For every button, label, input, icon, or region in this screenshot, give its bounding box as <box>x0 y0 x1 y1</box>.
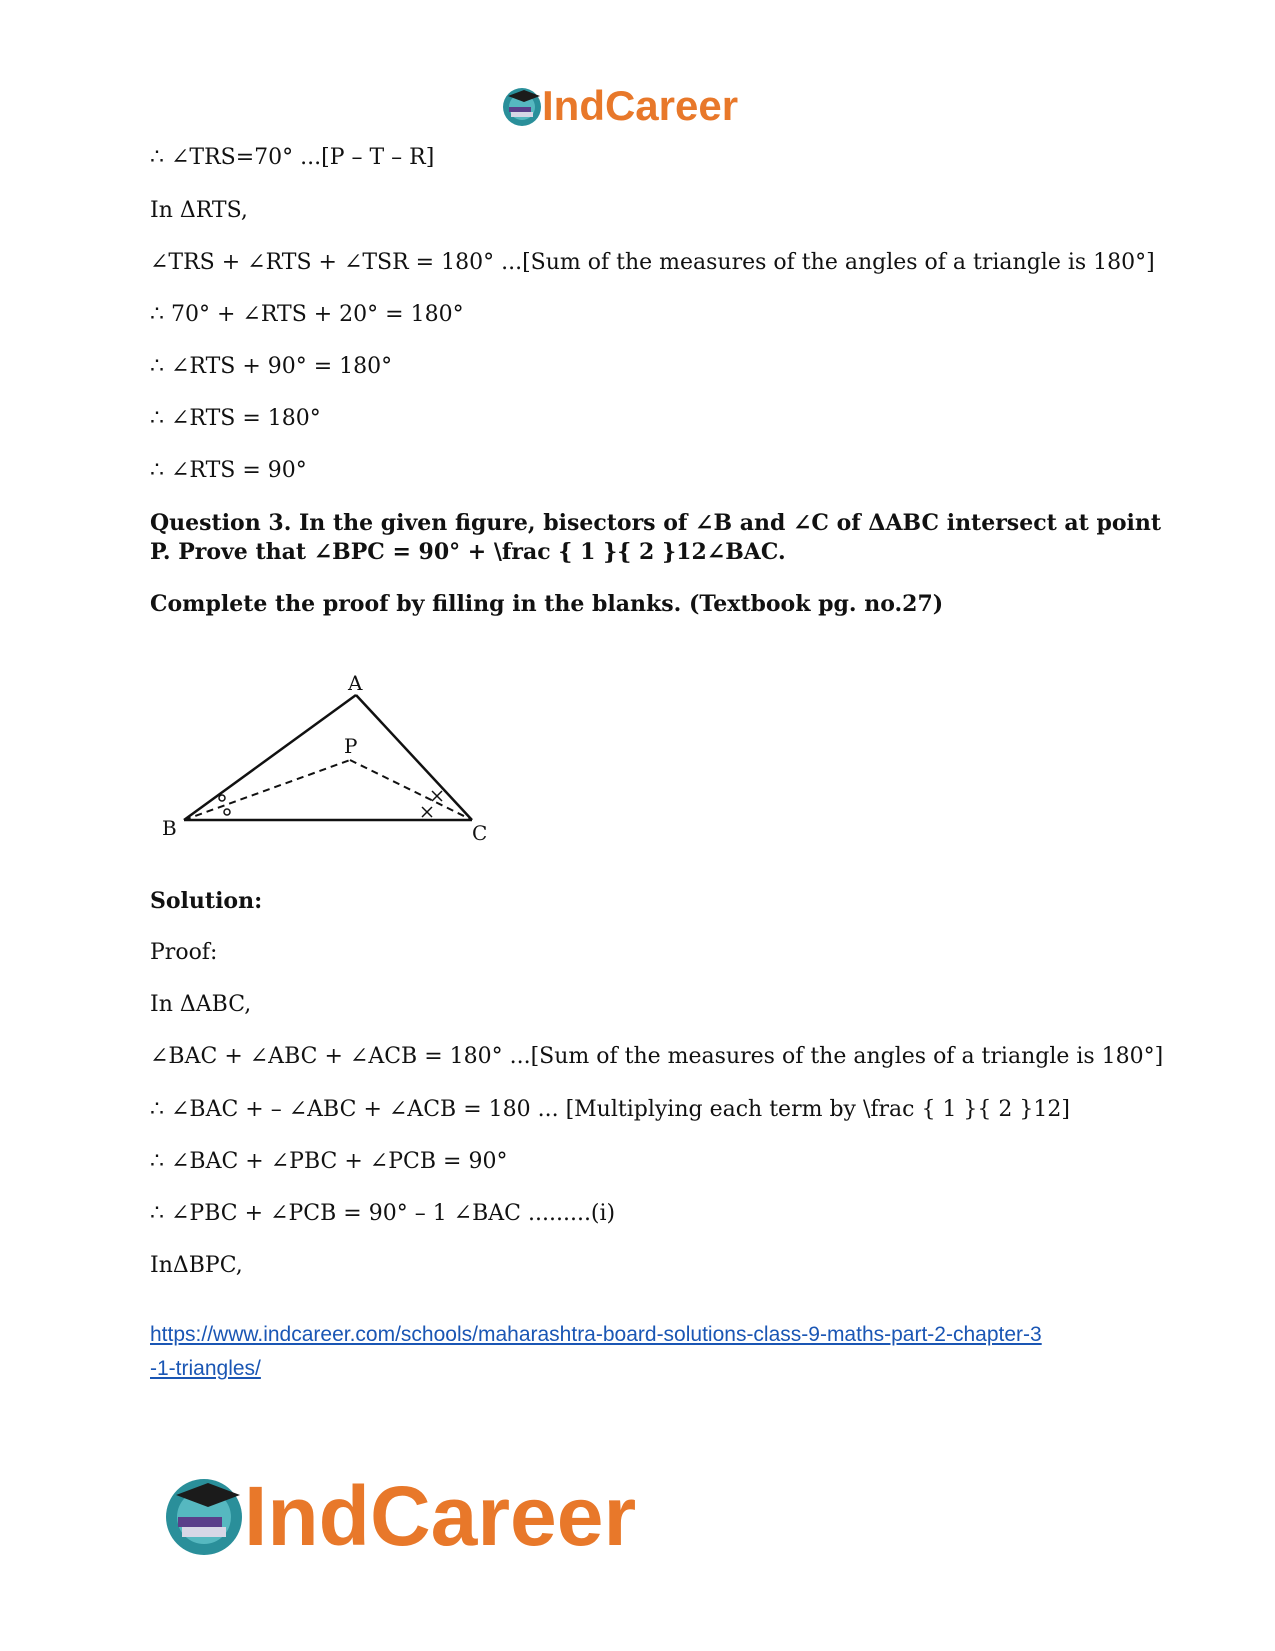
bisector-cp <box>350 760 472 820</box>
side-ac <box>356 695 472 820</box>
text-line: In ΔRTS, <box>150 198 248 223</box>
bisector-bp <box>184 760 350 820</box>
graduation-cap-books-globe-icon <box>166 1479 242 1555</box>
text-line: ∴ ∠TRS=70° ...[P – T – R] <box>150 145 435 170</box>
label-b: B <box>162 816 177 840</box>
solution-line: In ΔABC, <box>150 992 252 1017</box>
solution-heading: Solution: <box>150 888 263 914</box>
graduation-cap-books-globe-icon <box>503 88 541 126</box>
question-line-2: P. Prove that ∠BPC = 90° + \frac { 1 }{ 2 }12∠BAC. <box>150 539 786 565</box>
text-line: ∴ ∠RTS + 90° = 180° <box>150 354 393 379</box>
text-line: ∴ 70° + ∠RTS + 20° = 180° <box>150 302 464 327</box>
text-line: ∠TRS + ∠RTS + ∠TSR = 180° ...[Sum of the measures of the angles of a triangle is 180°] <box>150 250 1155 275</box>
solution-line: ∠BAC + ∠ABC + ∠ACB = 180° ...[Sum of the measures of the angles of a triangle is 180°] <box>150 1044 1164 1069</box>
solution-line: InΔBPC, <box>150 1253 243 1278</box>
footer-logo-text: IndCareer <box>244 1469 637 1563</box>
angle-mark-b2 <box>224 809 230 815</box>
solution-line: ∴ ∠BAC + – ∠ABC + ∠ACB = 180 ... [Multiplying each term by \frac { 1 }{ 2 }12] <box>150 1097 1070 1122</box>
angle-mark-b1 <box>219 795 225 801</box>
source-link-line-2[interactable]: -1-triangles/ <box>150 1357 261 1380</box>
solution-line: ∴ ∠PBC + ∠PCB = 90° – 1 ∠BAC .........(i) <box>150 1201 616 1226</box>
text-line: ∴ ∠RTS = 90° <box>150 458 307 483</box>
solution-line: Proof: <box>150 940 218 965</box>
header-logo <box>500 80 780 130</box>
question-line-1: Question 3. In the given figure, bisectors of ∠B and ∠C of ΔABC intersect at point <box>150 510 1162 536</box>
angle-mark-c2 <box>422 807 432 817</box>
label-c: C <box>472 821 488 845</box>
footer-logo <box>160 1465 700 1565</box>
triangle-figure <box>150 670 520 890</box>
angle-mark-c1 <box>432 791 442 801</box>
text-line: ∴ ∠RTS = 180° <box>150 406 321 431</box>
question-instruction: Complete the proof by filling in the blanks. (Textbook pg. no.27) <box>150 591 944 617</box>
source-link-line-1[interactable]: https://www.indcareer.com/schools/maharashtra-board-solutions-class-9-maths-part-2-chapter-3 <box>150 1323 1042 1346</box>
side-ab <box>184 695 356 820</box>
label-a: A <box>348 671 363 695</box>
header-logo-text: IndCareer <box>542 82 739 129</box>
solution-line: ∴ ∠BAC + ∠PBC + ∠PCB = 90° <box>150 1149 508 1174</box>
label-p: P <box>344 734 358 758</box>
